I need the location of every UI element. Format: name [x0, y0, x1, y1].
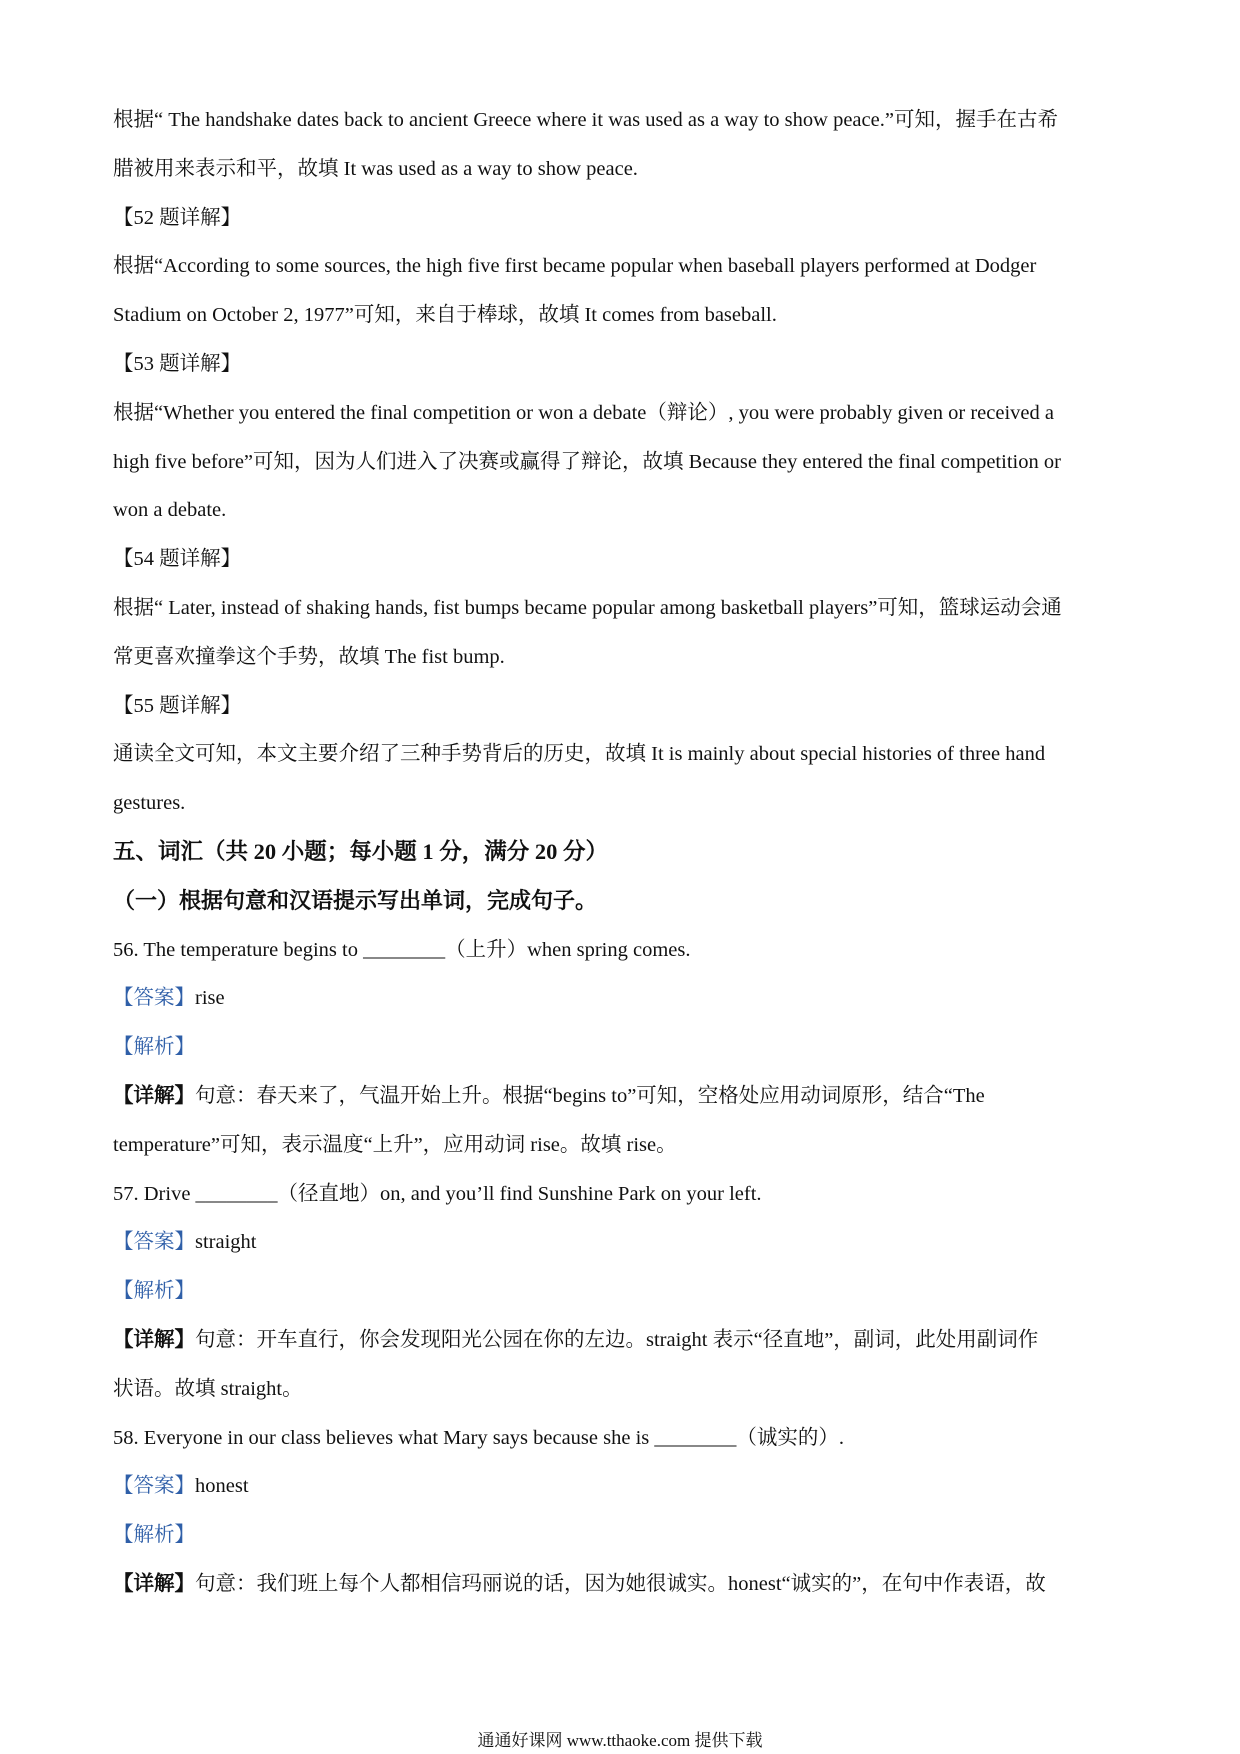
- text-line: 57. Drive ________（径直地）on, and you’ll find Sunshine Park on your left.: [113, 1182, 762, 1205]
- answer-text: honest: [195, 1475, 249, 1498]
- answer-tag: 【答案】: [113, 1231, 195, 1254]
- text-line: 【54 题详解】: [113, 548, 242, 571]
- detail-tag: 【详解】: [113, 1328, 195, 1351]
- text-line: 【53 题详解】: [113, 352, 242, 375]
- detail-line: [113, 1560, 1133, 1609]
- answer-tag: 【答案】: [113, 1475, 195, 1498]
- text-line: 腊被用来表示和平，故填 It was used as a way to show peace.: [113, 157, 638, 180]
- text-line: 根据“ Later, instead of shaking hands, fist bumps became popular among basketball players”可知，篮球运动会通: [113, 596, 1062, 619]
- analysis-line: [113, 1511, 1133, 1560]
- text-line: 通读全文可知，本文主要介绍了三种手势背后的历史，故填 It is mainly about special histories of three hand: [113, 743, 1046, 766]
- detail-line: [113, 1072, 1133, 1121]
- section-subheading: （一）根据句意和汉语提示写出单词，完成句子。: [113, 887, 598, 913]
- text-line: 56. The temperature begins to ________（上升）when spring comes.: [113, 938, 691, 961]
- text-line: 【52 题详解】: [113, 206, 242, 229]
- detail-text: 句意：开车直行，你会发现阳光公园在你的左边。straight 表示“径直地”，副词，此处用副词作: [195, 1328, 1039, 1351]
- text-line: Stadium on October 2, 1977”可知，来自于棒球，故填 It comes from baseball.: [113, 304, 777, 327]
- text-line: 根据“Whether you entered the final competition or won a debate（辩论）, you were probably given or received a: [113, 401, 1054, 424]
- document-body: [113, 96, 1133, 1609]
- text-line: won a debate.: [113, 499, 227, 522]
- detail-text: 句意：春天来了，气温开始上升。根据“begins to”可知，空格处应用动词原形，结合“The: [195, 1084, 985, 1107]
- analysis-line: [113, 1023, 1133, 1072]
- page-footer: 通通好课网 www.tthaoke.com 提供下载: [477, 1731, 763, 1750]
- analysis-tag: 【解析】: [113, 1036, 195, 1059]
- answer-line: [113, 1218, 1133, 1267]
- section-heading: 五、词汇（共 20 小题；每小题 1 分，满分 20 分）: [113, 838, 609, 864]
- answer-line: [113, 1462, 1133, 1511]
- answer-text: rise: [195, 987, 225, 1010]
- detail-tag: 【详解】: [113, 1084, 195, 1107]
- analysis-tag: 【解析】: [113, 1280, 195, 1303]
- detail-tag: 【详解】: [113, 1572, 195, 1595]
- text-line: 状语。故填 straight。: [113, 1377, 303, 1400]
- text-line: gestures.: [113, 792, 186, 815]
- answer-line: [113, 974, 1133, 1023]
- text-line: high five before”可知，因为人们进入了决赛或赢得了辩论，故填 Because they entered the final competition or: [113, 450, 1061, 473]
- text-line: 根据“ The handshake dates back to ancient Greece where it was used as a way to show peace.”可知，握手在古希: [113, 109, 1058, 131]
- text-line: 【55 题详解】: [113, 694, 242, 717]
- text-line: 常更喜欢撞拳这个手势，故填 The fist bump.: [113, 645, 505, 668]
- analysis-line: [113, 1267, 1133, 1316]
- text-line: temperature”可知，表示温度“上升”，应用动词 rise。故填 rise。: [113, 1133, 677, 1156]
- text-line: 58. Everyone in our class believes what Mary says because she is ________（诚实的）.: [113, 1426, 845, 1449]
- detail-line: [113, 1316, 1133, 1365]
- answer-tag: 【答案】: [113, 987, 195, 1010]
- answer-text: straight: [195, 1231, 257, 1254]
- detail-text: 句意：我们班上每个人都相信玛丽说的话，因为她很诚实。honest“诚实的”，在句中作表语，故: [195, 1572, 1046, 1595]
- text-line: 根据“According to some sources, the high five first became popular when baseball players performed at Dodger: [113, 255, 1037, 278]
- analysis-tag: 【解析】: [113, 1524, 195, 1547]
